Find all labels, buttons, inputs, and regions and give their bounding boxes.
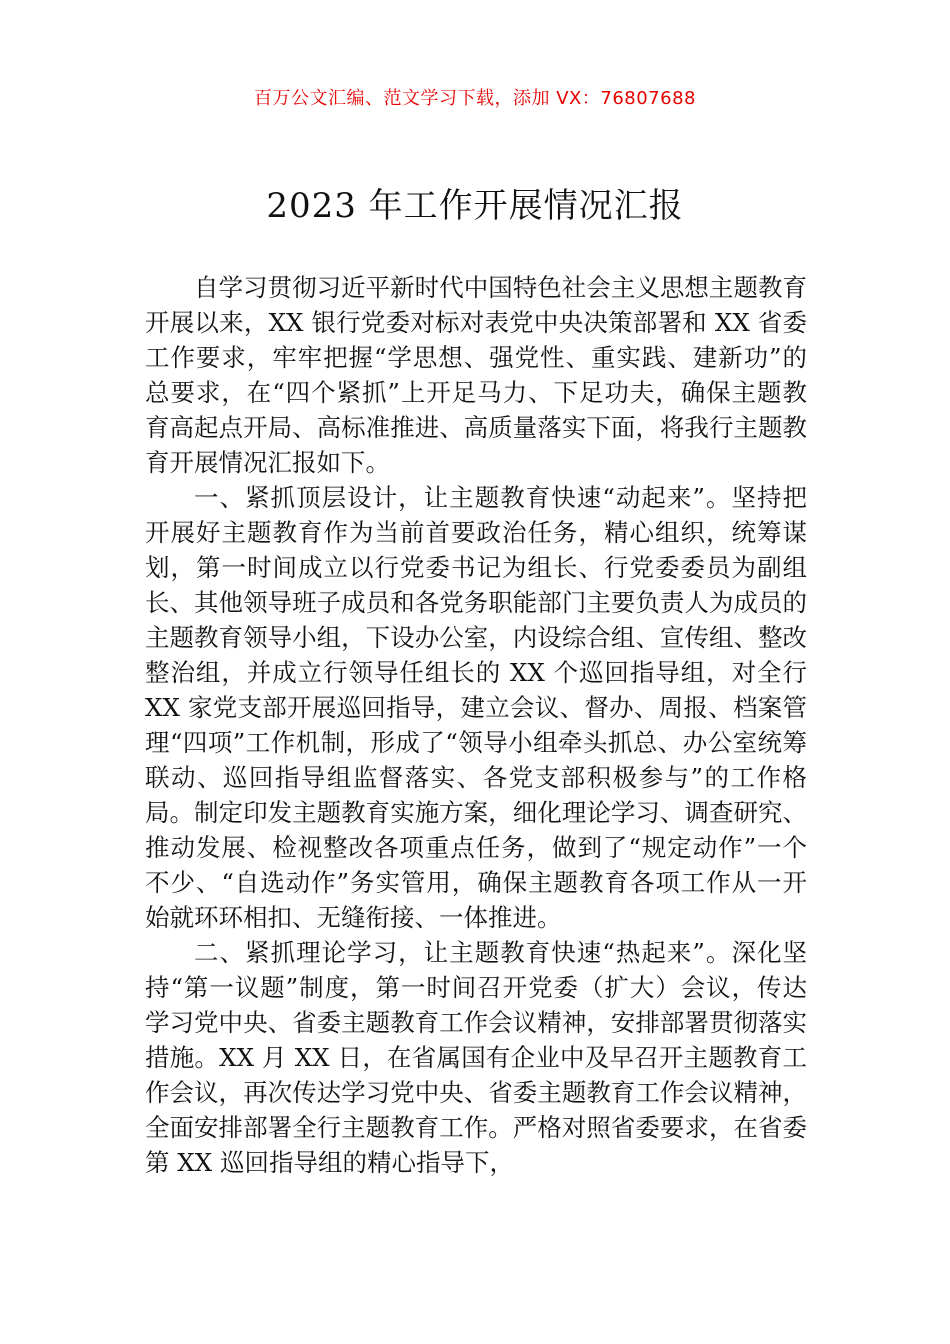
document-body <box>145 270 807 1180</box>
paragraph-intro: 自学习贯彻习近平新时代中国特色社会主义思想主题教育开展以来，XX 银行党委对标对表党中央决策部署和 XX 省委工作要求，牢牢把握“学思想、强党性、重实践、建新功”的总要求，在“四个紧抓”上开足马力、下足功夫，确保主题教育高起点开局、高标准推进、高质量落实下面，将我行主题教育开展情况汇报如下。 <box>145 273 807 477</box>
paragraph-section-1: 一、紧抓顶层设计，让主题教育快速“动起来”。坚持把开展好主题教育作为当前首要政治任务，精心组织，统筹谋划，第一时间成立以行党委书记为组长、行党委委员为副组长、其他领导班子成员和各党务职能部门主要负责人为成员的主题教育领导小组，下设办公室，内设综合组、宣传组、整改整治组，并成立行领导任组长的 XX 个巡回指导组，对全行 XX 家党支部开展巡回指导，建立会议、督办、周报、档案管理“四项”工作机制，形成了“领导小组牵头抓总、办公室统筹联动、巡回指导组监督落实、各党支部积极参与”的工作格局。制定印发主题教育实施方案，细化理论学习、调查研究、推动发展、检视整改各项重点任务，做到了“规定动作”一个不少、“自选动作”务实管用，确保主题教育各项工作从一开始就环环相扣、无缝衔接、一体推进。 <box>145 483 807 932</box>
paragraph-section-2: 二、紧抓理论学习，让主题教育快速“热起来”。深化坚持“第一议题”制度，第一时间召开党委（扩大）会议，传达学习党中央、省委主题教育工作会议精神，安排部署贯彻落实措施。XX 月 XX 日，在省属国有企业中及早召开主题教育工作会议，再次传达学习党中央、省委主题教育工作会议精神，全面安排部署全行主题教育工作。严格对照省委要求，在省委第 XX 巡回指导组的精心指导下， <box>145 938 807 1177</box>
header-watermark-note: 百万公文汇编、范文学习下载，添加 VX：76807688 <box>254 88 696 109</box>
page-title: 2023 年工作开展情况汇报 <box>266 186 684 226</box>
